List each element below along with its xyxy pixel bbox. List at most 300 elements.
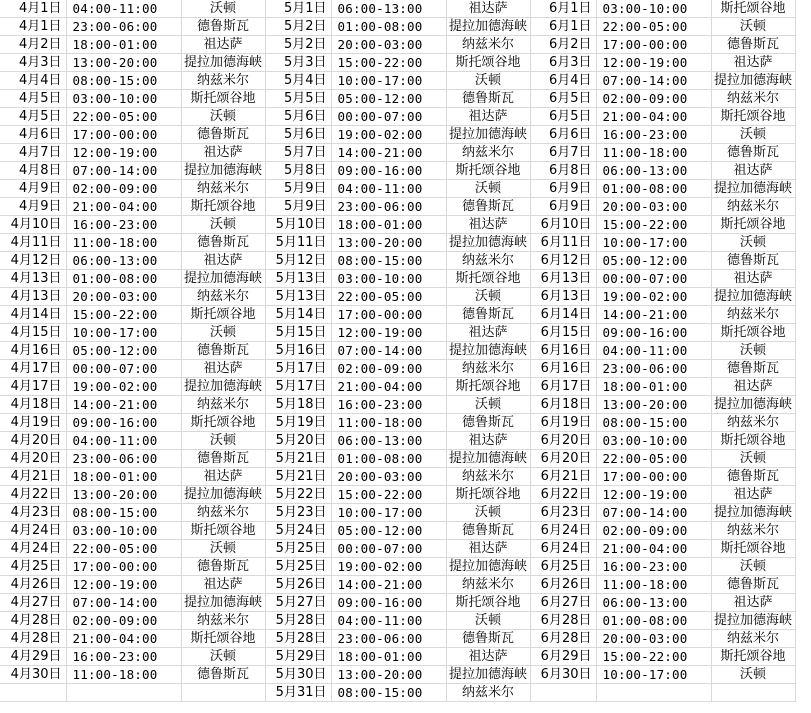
- date-cell[interactable]: 4月11日: [0, 234, 66, 252]
- date-cell[interactable]: 5月17日: [265, 378, 331, 396]
- date-cell[interactable]: 4月6日: [0, 126, 66, 144]
- time-cell[interactable]: 05:00-12:00: [66, 342, 181, 360]
- date-cell[interactable]: 4月18日: [0, 396, 66, 414]
- zone-cell[interactable]: 纳兹米尔: [181, 180, 265, 198]
- time-cell[interactable]: 16:00-23:00: [596, 558, 711, 576]
- time-cell[interactable]: 23:00-06:00: [66, 18, 181, 36]
- zone-cell[interactable]: 沃顿: [181, 0, 265, 18]
- date-cell[interactable]: 5月11日: [265, 234, 331, 252]
- time-cell[interactable]: 23:00-06:00: [66, 450, 181, 468]
- date-cell[interactable]: 6月9日: [530, 198, 596, 216]
- date-cell[interactable]: 5月1日: [265, 0, 331, 18]
- time-cell[interactable]: 17:00-00:00: [66, 558, 181, 576]
- zone-cell[interactable]: 斯托颂谷地: [181, 630, 265, 648]
- date-cell[interactable]: 5月19日: [265, 414, 331, 432]
- zone-cell[interactable]: 沃顿: [446, 612, 530, 630]
- zone-cell[interactable]: 斯托颂谷地: [711, 540, 795, 558]
- zone-cell[interactable]: 沃顿: [711, 558, 795, 576]
- zone-cell[interactable]: 提拉加德海峡: [711, 288, 795, 306]
- date-cell[interactable]: [0, 684, 66, 702]
- time-cell[interactable]: 20:00-03:00: [66, 288, 181, 306]
- date-cell[interactable]: 4月19日: [0, 414, 66, 432]
- zone-cell[interactable]: 纳兹米尔: [446, 360, 530, 378]
- zone-cell[interactable]: 祖达萨: [181, 468, 265, 486]
- date-cell[interactable]: 6月29日: [530, 648, 596, 666]
- date-cell[interactable]: 6月1日: [530, 18, 596, 36]
- time-cell[interactable]: 23:00-06:00: [331, 198, 446, 216]
- time-cell[interactable]: 15:00-22:00: [331, 486, 446, 504]
- zone-cell[interactable]: 纳兹米尔: [446, 576, 530, 594]
- time-cell[interactable]: 05:00-12:00: [331, 522, 446, 540]
- time-cell[interactable]: [66, 684, 181, 702]
- zone-cell[interactable]: 祖达萨: [446, 216, 530, 234]
- date-cell[interactable]: 4月28日: [0, 612, 66, 630]
- zone-cell[interactable]: 提拉加德海峡: [711, 396, 795, 414]
- date-cell[interactable]: 4月24日: [0, 522, 66, 540]
- time-cell[interactable]: 07:00-14:00: [596, 72, 711, 90]
- zone-cell[interactable]: 斯托颂谷地: [181, 414, 265, 432]
- date-cell[interactable]: 4月7日: [0, 144, 66, 162]
- zone-cell[interactable]: 纳兹米尔: [181, 72, 265, 90]
- time-cell[interactable]: 02:00-09:00: [331, 360, 446, 378]
- zone-cell[interactable]: 沃顿: [711, 666, 795, 684]
- time-cell[interactable]: 12:00-19:00: [331, 324, 446, 342]
- date-cell[interactable]: 4月25日: [0, 558, 66, 576]
- zone-cell[interactable]: 祖达萨: [446, 108, 530, 126]
- date-cell[interactable]: 6月22日: [530, 486, 596, 504]
- time-cell[interactable]: 12:00-19:00: [66, 144, 181, 162]
- date-cell[interactable]: 5月6日: [265, 126, 331, 144]
- time-cell[interactable]: 02:00-09:00: [66, 180, 181, 198]
- zone-cell[interactable]: 纳兹米尔: [711, 198, 795, 216]
- zone-cell[interactable]: 提拉加德海峡: [446, 558, 530, 576]
- time-cell[interactable]: 07:00-14:00: [66, 594, 181, 612]
- date-cell[interactable]: 6月30日: [530, 666, 596, 684]
- date-cell[interactable]: 4月12日: [0, 252, 66, 270]
- zone-cell[interactable]: 德鲁斯瓦: [181, 558, 265, 576]
- time-cell[interactable]: 03:00-10:00: [66, 522, 181, 540]
- time-cell[interactable]: 06:00-13:00: [596, 594, 711, 612]
- time-cell[interactable]: 20:00-03:00: [596, 630, 711, 648]
- time-cell[interactable]: 11:00-18:00: [596, 576, 711, 594]
- date-cell[interactable]: 6月10日: [530, 216, 596, 234]
- time-cell[interactable]: 05:00-12:00: [596, 252, 711, 270]
- date-cell[interactable]: 4月30日: [0, 666, 66, 684]
- zone-cell[interactable]: 沃顿: [181, 540, 265, 558]
- zone-cell[interactable]: 斯托颂谷地: [446, 594, 530, 612]
- zone-cell[interactable]: 斯托颂谷地: [181, 90, 265, 108]
- time-cell[interactable]: 09:00-16:00: [66, 414, 181, 432]
- time-cell[interactable]: 03:00-10:00: [66, 90, 181, 108]
- time-cell[interactable]: 04:00-11:00: [331, 180, 446, 198]
- time-cell[interactable]: 16:00-23:00: [331, 396, 446, 414]
- time-cell[interactable]: 08:00-15:00: [596, 414, 711, 432]
- date-cell[interactable]: [530, 684, 596, 702]
- time-cell[interactable]: 21:00-04:00: [66, 198, 181, 216]
- time-cell[interactable]: 06:00-13:00: [331, 432, 446, 450]
- date-cell[interactable]: 6月12日: [530, 252, 596, 270]
- zone-cell[interactable]: 祖达萨: [711, 270, 795, 288]
- date-cell[interactable]: 4月20日: [0, 450, 66, 468]
- date-cell[interactable]: 5月21日: [265, 468, 331, 486]
- time-cell[interactable]: 13:00-20:00: [66, 486, 181, 504]
- time-cell[interactable]: 16:00-23:00: [596, 126, 711, 144]
- time-cell[interactable]: 20:00-03:00: [331, 36, 446, 54]
- date-cell[interactable]: 6月4日: [530, 72, 596, 90]
- date-cell[interactable]: 5月16日: [265, 342, 331, 360]
- zone-cell[interactable]: 纳兹米尔: [711, 414, 795, 432]
- time-cell[interactable]: 03:00-10:00: [596, 432, 711, 450]
- zone-cell[interactable]: 沃顿: [446, 72, 530, 90]
- date-cell[interactable]: 6月2日: [530, 36, 596, 54]
- date-cell[interactable]: 5月18日: [265, 396, 331, 414]
- zone-cell[interactable]: 纳兹米尔: [711, 306, 795, 324]
- date-cell[interactable]: 4月17日: [0, 360, 66, 378]
- time-cell[interactable]: 06:00-13:00: [331, 0, 446, 18]
- time-cell[interactable]: 22:00-05:00: [66, 540, 181, 558]
- date-cell[interactable]: 5月28日: [265, 630, 331, 648]
- zone-cell[interactable]: 祖达萨: [446, 540, 530, 558]
- time-cell[interactable]: 22:00-05:00: [331, 288, 446, 306]
- time-cell[interactable]: 22:00-05:00: [66, 108, 181, 126]
- date-cell[interactable]: 5月13日: [265, 270, 331, 288]
- zone-cell[interactable]: 纳兹米尔: [711, 522, 795, 540]
- zone-cell[interactable]: [711, 684, 795, 702]
- zone-cell[interactable]: 祖达萨: [446, 324, 530, 342]
- time-cell[interactable]: 11:00-18:00: [66, 234, 181, 252]
- date-cell[interactable]: 6月20日: [530, 450, 596, 468]
- date-cell[interactable]: 6月27日: [530, 594, 596, 612]
- time-cell[interactable]: 09:00-16:00: [331, 162, 446, 180]
- zone-cell[interactable]: 纳兹米尔: [446, 36, 530, 54]
- zone-cell[interactable]: 纳兹米尔: [446, 252, 530, 270]
- zone-cell[interactable]: 沃顿: [446, 396, 530, 414]
- zone-cell[interactable]: 纳兹米尔: [711, 90, 795, 108]
- zone-cell[interactable]: 斯托颂谷地: [711, 108, 795, 126]
- time-cell[interactable]: 10:00-17:00: [331, 504, 446, 522]
- zone-cell[interactable]: 祖达萨: [711, 594, 795, 612]
- date-cell[interactable]: 4月9日: [0, 198, 66, 216]
- time-cell[interactable]: 15:00-22:00: [66, 306, 181, 324]
- date-cell[interactable]: 6月17日: [530, 378, 596, 396]
- zone-cell[interactable]: 祖达萨: [181, 36, 265, 54]
- zone-cell[interactable]: 沃顿: [181, 324, 265, 342]
- time-cell[interactable]: 18:00-01:00: [331, 216, 446, 234]
- time-cell[interactable]: 18:00-01:00: [66, 36, 181, 54]
- date-cell[interactable]: 5月24日: [265, 522, 331, 540]
- time-cell[interactable]: 19:00-02:00: [66, 378, 181, 396]
- time-cell[interactable]: 09:00-16:00: [596, 324, 711, 342]
- date-cell[interactable]: 4月4日: [0, 72, 66, 90]
- zone-cell[interactable]: 纳兹米尔: [181, 612, 265, 630]
- zone-cell[interactable]: 德鲁斯瓦: [711, 252, 795, 270]
- date-cell[interactable]: 4月13日: [0, 288, 66, 306]
- time-cell[interactable]: 07:00-14:00: [66, 162, 181, 180]
- zone-cell[interactable]: [181, 684, 265, 702]
- date-cell[interactable]: 5月26日: [265, 576, 331, 594]
- time-cell[interactable]: 13:00-20:00: [596, 396, 711, 414]
- time-cell[interactable]: 03:00-10:00: [596, 0, 711, 18]
- zone-cell[interactable]: 德鲁斯瓦: [446, 414, 530, 432]
- zone-cell[interactable]: 德鲁斯瓦: [711, 144, 795, 162]
- date-cell[interactable]: 4月28日: [0, 630, 66, 648]
- time-cell[interactable]: 16:00-23:00: [66, 648, 181, 666]
- time-cell[interactable]: 08:00-15:00: [331, 684, 446, 702]
- zone-cell[interactable]: 沃顿: [181, 432, 265, 450]
- date-cell[interactable]: 4月10日: [0, 216, 66, 234]
- time-cell[interactable]: 11:00-18:00: [66, 666, 181, 684]
- time-cell[interactable]: 08:00-15:00: [331, 252, 446, 270]
- zone-cell[interactable]: 提拉加德海峡: [181, 486, 265, 504]
- zone-cell[interactable]: 斯托颂谷地: [181, 306, 265, 324]
- zone-cell[interactable]: 纳兹米尔: [181, 504, 265, 522]
- time-cell[interactable]: 10:00-17:00: [596, 666, 711, 684]
- date-cell[interactable]: 4月9日: [0, 180, 66, 198]
- zone-cell[interactable]: 提拉加德海峡: [446, 234, 530, 252]
- time-cell[interactable]: 01:00-08:00: [66, 270, 181, 288]
- time-cell[interactable]: 23:00-06:00: [331, 630, 446, 648]
- zone-cell[interactable]: 斯托颂谷地: [446, 378, 530, 396]
- date-cell[interactable]: 6月28日: [530, 612, 596, 630]
- date-cell[interactable]: 4月5日: [0, 90, 66, 108]
- date-cell[interactable]: 4月8日: [0, 162, 66, 180]
- zone-cell[interactable]: 祖达萨: [711, 162, 795, 180]
- date-cell[interactable]: 4月13日: [0, 270, 66, 288]
- time-cell[interactable]: [596, 684, 711, 702]
- date-cell[interactable]: 6月18日: [530, 396, 596, 414]
- zone-cell[interactable]: 祖达萨: [711, 486, 795, 504]
- date-cell[interactable]: 6月14日: [530, 306, 596, 324]
- time-cell[interactable]: 06:00-13:00: [596, 162, 711, 180]
- zone-cell[interactable]: 沃顿: [446, 288, 530, 306]
- date-cell[interactable]: 6月11日: [530, 234, 596, 252]
- time-cell[interactable]: 11:00-18:00: [331, 414, 446, 432]
- date-cell[interactable]: 5月22日: [265, 486, 331, 504]
- zone-cell[interactable]: 德鲁斯瓦: [446, 90, 530, 108]
- time-cell[interactable]: 12:00-19:00: [66, 576, 181, 594]
- zone-cell[interactable]: 沃顿: [181, 108, 265, 126]
- zone-cell[interactable]: 斯托颂谷地: [181, 522, 265, 540]
- zone-cell[interactable]: 沃顿: [446, 504, 530, 522]
- zone-cell[interactable]: 祖达萨: [181, 252, 265, 270]
- date-cell[interactable]: 4月2日: [0, 36, 66, 54]
- time-cell[interactable]: 19:00-02:00: [331, 126, 446, 144]
- time-cell[interactable]: 12:00-19:00: [596, 486, 711, 504]
- time-cell[interactable]: 22:00-05:00: [596, 18, 711, 36]
- zone-cell[interactable]: 祖达萨: [181, 360, 265, 378]
- zone-cell[interactable]: 纳兹米尔: [181, 396, 265, 414]
- zone-cell[interactable]: 沃顿: [181, 216, 265, 234]
- date-cell[interactable]: 6月19日: [530, 414, 596, 432]
- zone-cell[interactable]: 沃顿: [711, 18, 795, 36]
- zone-cell[interactable]: 祖达萨: [711, 378, 795, 396]
- date-cell[interactable]: 5月8日: [265, 162, 331, 180]
- zone-cell[interactable]: 德鲁斯瓦: [711, 36, 795, 54]
- zone-cell[interactable]: 德鲁斯瓦: [181, 18, 265, 36]
- time-cell[interactable]: 21:00-04:00: [596, 540, 711, 558]
- date-cell[interactable]: 6月6日: [530, 126, 596, 144]
- time-cell[interactable]: 21:00-04:00: [66, 630, 181, 648]
- date-cell[interactable]: 5月21日: [265, 450, 331, 468]
- date-cell[interactable]: 5月9日: [265, 180, 331, 198]
- zone-cell[interactable]: 斯托颂谷地: [446, 54, 530, 72]
- zone-cell[interactable]: 德鲁斯瓦: [446, 522, 530, 540]
- time-cell[interactable]: 22:00-05:00: [596, 450, 711, 468]
- time-cell[interactable]: 04:00-11:00: [596, 342, 711, 360]
- date-cell[interactable]: 5月29日: [265, 648, 331, 666]
- zone-cell[interactable]: 提拉加德海峡: [446, 18, 530, 36]
- date-cell[interactable]: 5月31日: [265, 684, 331, 702]
- zone-cell[interactable]: 斯托颂谷地: [181, 198, 265, 216]
- date-cell[interactable]: 5月9日: [265, 198, 331, 216]
- time-cell[interactable]: 10:00-17:00: [596, 234, 711, 252]
- zone-cell[interactable]: 德鲁斯瓦: [181, 342, 265, 360]
- date-cell[interactable]: 6月26日: [530, 576, 596, 594]
- time-cell[interactable]: 18:00-01:00: [66, 468, 181, 486]
- time-cell[interactable]: 01:00-08:00: [596, 180, 711, 198]
- time-cell[interactable]: 14:00-21:00: [66, 396, 181, 414]
- date-cell[interactable]: 6月20日: [530, 432, 596, 450]
- zone-cell[interactable]: 纳兹米尔: [446, 144, 530, 162]
- zone-cell[interactable]: 纳兹米尔: [446, 468, 530, 486]
- time-cell[interactable]: 00:00-07:00: [331, 108, 446, 126]
- time-cell[interactable]: 09:00-16:00: [331, 594, 446, 612]
- zone-cell[interactable]: 德鲁斯瓦: [711, 468, 795, 486]
- zone-cell[interactable]: 提拉加德海峡: [711, 180, 795, 198]
- zone-cell[interactable]: 提拉加德海峡: [181, 54, 265, 72]
- zone-cell[interactable]: 德鲁斯瓦: [181, 234, 265, 252]
- time-cell[interactable]: 20:00-03:00: [596, 198, 711, 216]
- time-cell[interactable]: 02:00-09:00: [596, 522, 711, 540]
- zone-cell[interactable]: 提拉加德海峡: [181, 162, 265, 180]
- zone-cell[interactable]: 德鲁斯瓦: [446, 306, 530, 324]
- zone-cell[interactable]: 斯托颂谷地: [711, 216, 795, 234]
- time-cell[interactable]: 08:00-15:00: [66, 72, 181, 90]
- zone-cell[interactable]: 纳兹米尔: [181, 288, 265, 306]
- zone-cell[interactable]: 纳兹米尔: [711, 630, 795, 648]
- date-cell[interactable]: 4月1日: [0, 18, 66, 36]
- zone-cell[interactable]: 祖达萨: [446, 0, 530, 18]
- date-cell[interactable]: 5月27日: [265, 594, 331, 612]
- date-cell[interactable]: 4月3日: [0, 54, 66, 72]
- date-cell[interactable]: 5月17日: [265, 360, 331, 378]
- zone-cell[interactable]: 祖达萨: [181, 144, 265, 162]
- date-cell[interactable]: 6月24日: [530, 540, 596, 558]
- time-cell[interactable]: 15:00-22:00: [596, 216, 711, 234]
- date-cell[interactable]: 6月5日: [530, 90, 596, 108]
- zone-cell[interactable]: 沃顿: [711, 126, 795, 144]
- zone-cell[interactable]: 提拉加德海峡: [446, 450, 530, 468]
- date-cell[interactable]: 6月15日: [530, 324, 596, 342]
- date-cell[interactable]: 5月23日: [265, 504, 331, 522]
- date-cell[interactable]: 5月6日: [265, 108, 331, 126]
- date-cell[interactable]: 6月28日: [530, 630, 596, 648]
- time-cell[interactable]: 01:00-08:00: [331, 450, 446, 468]
- time-cell[interactable]: 04:00-11:00: [66, 432, 181, 450]
- date-cell[interactable]: 6月21日: [530, 468, 596, 486]
- date-cell[interactable]: 5月30日: [265, 666, 331, 684]
- zone-cell[interactable]: 斯托颂谷地: [446, 162, 530, 180]
- zone-cell[interactable]: 提拉加德海峡: [181, 378, 265, 396]
- time-cell[interactable]: 00:00-07:00: [331, 540, 446, 558]
- date-cell[interactable]: 4月1日: [0, 0, 66, 18]
- zone-cell[interactable]: 沃顿: [446, 180, 530, 198]
- time-cell[interactable]: 08:00-15:00: [66, 504, 181, 522]
- date-cell[interactable]: 6月7日: [530, 144, 596, 162]
- time-cell[interactable]: 04:00-11:00: [66, 0, 181, 18]
- time-cell[interactable]: 07:00-14:00: [331, 342, 446, 360]
- time-cell[interactable]: 03:00-10:00: [331, 270, 446, 288]
- time-cell[interactable]: 17:00-00:00: [331, 306, 446, 324]
- date-cell[interactable]: 5月10日: [265, 216, 331, 234]
- date-cell[interactable]: 6月25日: [530, 558, 596, 576]
- date-cell[interactable]: 4月26日: [0, 576, 66, 594]
- time-cell[interactable]: 01:00-08:00: [331, 18, 446, 36]
- time-cell[interactable]: 00:00-07:00: [66, 360, 181, 378]
- date-cell[interactable]: 5月3日: [265, 54, 331, 72]
- time-cell[interactable]: 13:00-20:00: [66, 54, 181, 72]
- date-cell[interactable]: 4月5日: [0, 108, 66, 126]
- time-cell[interactable]: 18:00-01:00: [596, 378, 711, 396]
- zone-cell[interactable]: 德鲁斯瓦: [446, 630, 530, 648]
- time-cell[interactable]: 02:00-09:00: [596, 90, 711, 108]
- date-cell[interactable]: 6月24日: [530, 522, 596, 540]
- zone-cell[interactable]: 提拉加德海峡: [711, 504, 795, 522]
- zone-cell[interactable]: 祖达萨: [446, 432, 530, 450]
- date-cell[interactable]: 4月16日: [0, 342, 66, 360]
- zone-cell[interactable]: 斯托颂谷地: [446, 486, 530, 504]
- date-cell[interactable]: 5月2日: [265, 36, 331, 54]
- zone-cell[interactable]: 沃顿: [711, 234, 795, 252]
- date-cell[interactable]: 6月8日: [530, 162, 596, 180]
- zone-cell[interactable]: 提拉加德海峡: [446, 666, 530, 684]
- date-cell[interactable]: 6月16日: [530, 360, 596, 378]
- time-cell[interactable]: 17:00-00:00: [596, 468, 711, 486]
- zone-cell[interactable]: 德鲁斯瓦: [181, 126, 265, 144]
- zone-cell[interactable]: 斯托颂谷地: [711, 324, 795, 342]
- zone-cell[interactable]: 提拉加德海峡: [446, 342, 530, 360]
- date-cell[interactable]: 6月1日: [530, 0, 596, 18]
- zone-cell[interactable]: 提拉加德海峡: [711, 72, 795, 90]
- zone-cell[interactable]: 斯托颂谷地: [711, 0, 795, 18]
- date-cell[interactable]: 6月16日: [530, 342, 596, 360]
- date-cell[interactable]: 4月20日: [0, 432, 66, 450]
- date-cell[interactable]: 6月23日: [530, 504, 596, 522]
- time-cell[interactable]: 07:00-14:00: [596, 504, 711, 522]
- time-cell[interactable]: 14:00-21:00: [331, 576, 446, 594]
- zone-cell[interactable]: 斯托颂谷地: [711, 432, 795, 450]
- date-cell[interactable]: 5月2日: [265, 18, 331, 36]
- time-cell[interactable]: 23:00-06:00: [596, 360, 711, 378]
- time-cell[interactable]: 05:00-12:00: [331, 90, 446, 108]
- zone-cell[interactable]: 祖达萨: [446, 648, 530, 666]
- date-cell[interactable]: 5月20日: [265, 432, 331, 450]
- date-cell[interactable]: 5月7日: [265, 144, 331, 162]
- date-cell[interactable]: 6月13日: [530, 270, 596, 288]
- date-cell[interactable]: 4月27日: [0, 594, 66, 612]
- time-cell[interactable]: 06:00-13:00: [66, 252, 181, 270]
- date-cell[interactable]: 6月3日: [530, 54, 596, 72]
- date-cell[interactable]: 5月25日: [265, 540, 331, 558]
- date-cell[interactable]: 5月28日: [265, 612, 331, 630]
- zone-cell[interactable]: 祖达萨: [181, 576, 265, 594]
- zone-cell[interactable]: 提拉加德海峡: [181, 594, 265, 612]
- time-cell[interactable]: 19:00-02:00: [596, 288, 711, 306]
- time-cell[interactable]: 02:00-09:00: [66, 612, 181, 630]
- time-cell[interactable]: 20:00-03:00: [331, 468, 446, 486]
- zone-cell[interactable]: 沃顿: [711, 342, 795, 360]
- time-cell[interactable]: 18:00-01:00: [331, 648, 446, 666]
